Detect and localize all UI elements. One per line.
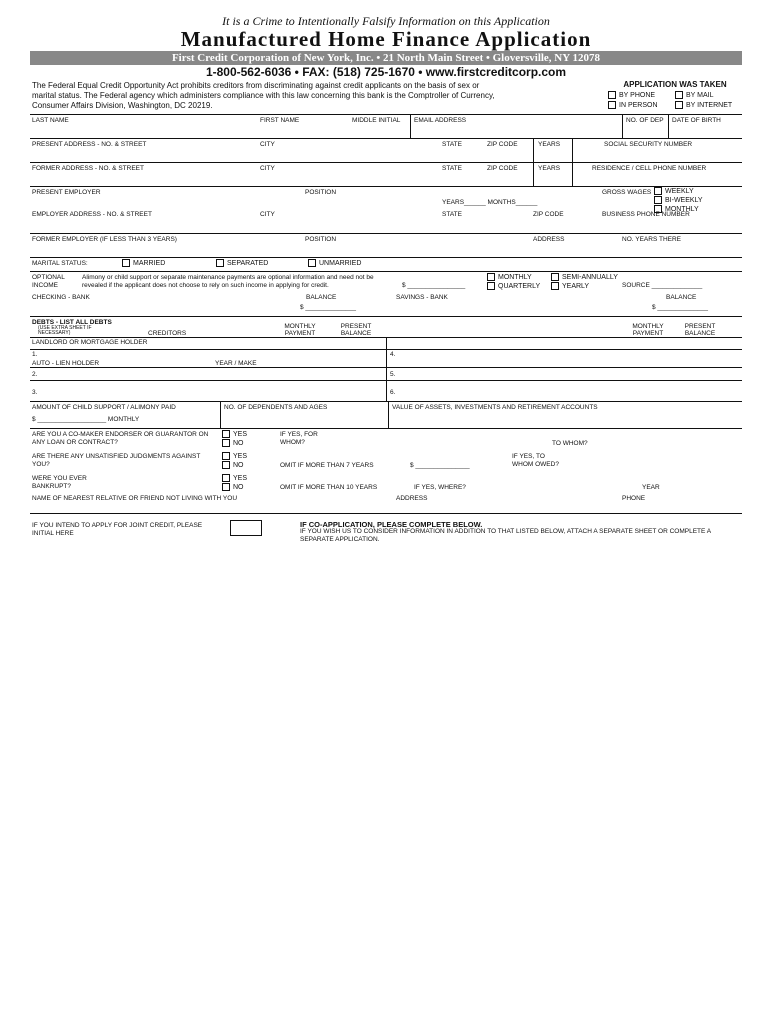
savings-balance-field[interactable]: $ ______________ bbox=[652, 304, 709, 311]
rule bbox=[30, 380, 742, 381]
divider bbox=[533, 163, 534, 186]
freq-monthly[interactable] bbox=[487, 273, 551, 281]
bankrupt-no[interactable] bbox=[222, 483, 244, 491]
debt-5[interactable]: 5. bbox=[390, 371, 396, 378]
option-label: NO bbox=[233, 461, 244, 469]
to-whom-label: TO WHOM? bbox=[552, 440, 588, 447]
debt-2[interactable]: 2. bbox=[32, 371, 38, 378]
crime-notice: It is a Crime to Intentionally Falsify Information on this Application bbox=[222, 14, 550, 28]
monthly-payment-label: MONTHLY PAYMENT bbox=[284, 323, 316, 337]
year-make-label: YEAR / MAKE bbox=[215, 360, 257, 367]
omit-10-label: OMIT IF MORE THAN 10 YEARS bbox=[280, 484, 378, 491]
co-application-title: IF CO-APPLICATION, PLEASE COMPLETE BELOW. bbox=[300, 520, 483, 529]
taken-in-person[interactable] bbox=[608, 101, 675, 109]
debts-title: DEBTS - LIST ALL DEBTS bbox=[32, 319, 112, 326]
business-phone-label: BUSINESS PHONE NUMBER bbox=[602, 211, 690, 218]
city-label: CITY bbox=[260, 211, 275, 218]
judgment-amount-field[interactable]: $ _______________ bbox=[410, 462, 470, 469]
debt-1[interactable]: 1. bbox=[32, 351, 38, 358]
application-form bbox=[30, 14, 742, 542]
taken-by-mail[interactable] bbox=[675, 91, 742, 99]
present-address-label: PRESENT ADDRESS - NO. & STREET bbox=[32, 141, 147, 148]
option-label: UNMARRIED bbox=[319, 259, 362, 267]
divider bbox=[572, 139, 573, 162]
divider bbox=[622, 115, 623, 138]
joint-credit-row[interactable] bbox=[30, 520, 742, 542]
option-label: SEMI-ANNUALLY bbox=[562, 273, 618, 281]
judgments-no[interactable] bbox=[222, 461, 244, 469]
checkbox-icon[interactable] bbox=[675, 91, 683, 99]
marital-row[interactable] bbox=[30, 257, 742, 271]
dob-label: DATE OF BIRTH bbox=[672, 117, 721, 124]
freq-quarterly[interactable] bbox=[487, 282, 551, 290]
divider bbox=[533, 139, 534, 162]
balance-label: BALANCE bbox=[666, 294, 697, 301]
former-employer-label: FORMER EMPLOYER (IF LESS THAN 3 YEARS) bbox=[32, 236, 177, 243]
dependents-ages-label: NO. OF DEPENDENTS AND AGES bbox=[224, 404, 328, 411]
email-label: EMAIL ADDRESS bbox=[414, 117, 467, 124]
city-label: CITY bbox=[260, 165, 275, 172]
option-label: IN PERSON bbox=[619, 101, 658, 109]
wage-weekly[interactable] bbox=[654, 187, 703, 195]
checkbox-icon[interactable] bbox=[222, 452, 230, 460]
wage-biweekly[interactable] bbox=[654, 196, 703, 204]
former-address-label: FORMER ADDRESS - NO. & STREET bbox=[32, 165, 144, 172]
residence-phone-label: RESIDENCE / CELL PHONE NUMBER bbox=[592, 165, 707, 172]
taken-by-phone[interactable] bbox=[608, 91, 675, 99]
name-row[interactable] bbox=[30, 114, 742, 138]
contact-line: 1-800-562-6036 • FAX: (518) 725-1670 • www.firstcreditcorp.com bbox=[205, 65, 567, 79]
option-label: BY MAIL bbox=[686, 91, 714, 99]
position-label: POSITION bbox=[305, 189, 337, 196]
debt-3[interactable]: 3. bbox=[32, 389, 38, 396]
divider bbox=[388, 402, 389, 428]
former-address-row[interactable] bbox=[30, 162, 742, 186]
option-label: QUARTERLY bbox=[498, 282, 541, 290]
bank-row[interactable] bbox=[30, 292, 742, 316]
rule bbox=[30, 367, 742, 368]
option-label: NO bbox=[233, 439, 244, 447]
option-label: MARRIED bbox=[133, 259, 166, 267]
option-label: YES bbox=[233, 452, 248, 460]
child-support-label: AMOUNT OF CHILD SUPPORT / ALIMONY PAID bbox=[32, 404, 176, 411]
bankrupt-row[interactable] bbox=[30, 473, 742, 493]
checkbox-icon[interactable] bbox=[654, 196, 662, 204]
checkbox-icon[interactable] bbox=[654, 187, 662, 195]
for-whom-label: IF YES, FOR WHOM? bbox=[280, 431, 318, 446]
auto-lien-label: AUTO - LIEN HOLDER bbox=[32, 360, 100, 367]
marital-unmarried[interactable] bbox=[308, 259, 361, 267]
divider bbox=[386, 337, 387, 401]
judgments-row[interactable] bbox=[30, 451, 742, 473]
checkbox-icon[interactable] bbox=[551, 282, 559, 290]
bankrupt-question: WERE YOU EVER BANKRUPT? bbox=[32, 475, 87, 490]
last-name-label: LAST NAME bbox=[32, 117, 69, 124]
checkbox-icon[interactable] bbox=[551, 273, 559, 281]
zip-label: ZIP CODE bbox=[533, 211, 564, 218]
present-balance-label: PRESENT BALANCE bbox=[684, 323, 716, 337]
divider bbox=[572, 163, 573, 186]
city-label: CITY bbox=[260, 141, 275, 148]
option-label: BY PHONE bbox=[619, 91, 656, 99]
debt-6[interactable]: 6. bbox=[390, 389, 396, 396]
marital-married[interactable] bbox=[122, 259, 165, 267]
option-label: SEPARATED bbox=[227, 259, 269, 267]
income-amount-field[interactable]: $ ________________ bbox=[402, 282, 466, 289]
assets-label: VALUE OF ASSETS, INVESTMENTS AND RETIREMENT ACCOUNTS bbox=[392, 404, 598, 411]
marital-separated[interactable] bbox=[216, 259, 268, 267]
years-months-field[interactable]: YEARS______ MONTHS______ bbox=[442, 199, 538, 206]
creditors-label: CREDITORS bbox=[148, 330, 187, 337]
checking-label: CHECKING - BANK bbox=[32, 294, 90, 301]
ssn-label: SOCIAL SECURITY NUMBER bbox=[604, 141, 693, 148]
option-label: YES bbox=[233, 430, 248, 438]
checkbox-icon[interactable] bbox=[222, 474, 230, 482]
checkbox-icon[interactable] bbox=[222, 439, 230, 447]
checkbox-icon[interactable] bbox=[122, 259, 130, 267]
employer-label: PRESENT EMPLOYER bbox=[32, 189, 101, 196]
freq-yearly[interactable] bbox=[551, 282, 631, 290]
debts-section[interactable] bbox=[30, 316, 742, 401]
company-band: First Credit Corporation of New York, Inc. • 21 North Main Street • Gloversville, NY 12078 bbox=[30, 51, 742, 65]
optional-label: OPTIONAL bbox=[32, 274, 65, 281]
option-label: NO bbox=[233, 483, 244, 491]
checkbox-icon[interactable] bbox=[216, 259, 224, 267]
support-row[interactable] bbox=[30, 401, 742, 428]
marital-status-label: MARITAL STATUS: bbox=[32, 260, 88, 267]
checkbox-icon[interactable] bbox=[308, 259, 316, 267]
no-years-label: NO. YEARS THERE bbox=[622, 236, 681, 243]
income-label: INCOME bbox=[32, 282, 58, 289]
option-label: MONTHLY bbox=[665, 205, 699, 213]
income-frequency bbox=[487, 273, 631, 290]
dependents-label: NO. OF DEP bbox=[626, 117, 664, 124]
former-employer-row[interactable] bbox=[30, 233, 742, 257]
landlord-label: LANDLORD OR MORTGAGE HOLDER bbox=[32, 339, 148, 346]
first-name-label: FIRST NAME bbox=[260, 117, 300, 124]
divider bbox=[668, 115, 669, 138]
zip-label: ZIP CODE bbox=[487, 165, 518, 172]
state-label: STATE bbox=[442, 141, 462, 148]
checkbox-icon[interactable] bbox=[487, 282, 495, 290]
comaker-no[interactable] bbox=[222, 439, 244, 447]
checkbox-icon[interactable] bbox=[608, 101, 616, 109]
checkbox-icon[interactable] bbox=[608, 91, 616, 99]
checkbox-icon[interactable] bbox=[222, 430, 230, 438]
option-label: YEARLY bbox=[562, 282, 590, 290]
zip-label: ZIP CODE bbox=[487, 141, 518, 148]
extra-sheet-note: (USE EXTRA SHEET IF NECESSARY) bbox=[38, 325, 92, 336]
income-notice: Alimony or child support or separate maintenance payments are optional information and need not be revealed if the applicant does not choose to rely on such income in applying for credit. bbox=[82, 274, 374, 289]
comaker-question: ARE YOU A CO-MAKER ENDORSER OR GUARANTOR ON ANY LOAN OR CONTRACT? bbox=[32, 431, 209, 446]
relative-address-label: ADDRESS bbox=[396, 495, 428, 502]
state-label: STATE bbox=[442, 211, 462, 218]
checkbox-icon[interactable] bbox=[487, 273, 495, 281]
year-label: YEAR bbox=[642, 484, 660, 491]
application-taken-title: APPLICATION WAS TAKEN bbox=[623, 80, 727, 89]
years-label: YEARS bbox=[538, 165, 561, 172]
option-label: WEEKLY bbox=[665, 187, 694, 195]
middle-initial-label: MIDDLE INITIAL bbox=[352, 117, 401, 124]
gross-wages-label: GROSS WAGES bbox=[602, 189, 652, 196]
where-label: IF YES, WHERE? bbox=[414, 484, 466, 491]
employer-address-label: EMPLOYER ADDRESS - NO. & STREET bbox=[32, 211, 152, 218]
option-label: YES bbox=[233, 474, 248, 482]
form-title: Manufactured Home Finance Application bbox=[180, 27, 592, 51]
wage-frequency bbox=[654, 187, 703, 213]
whom-owed-label: IF YES, TO WHOM OWED? bbox=[512, 453, 559, 468]
initial-box[interactable] bbox=[230, 520, 262, 536]
omit-7-label: OMIT IF MORE THAN 7 YEARS bbox=[280, 462, 374, 469]
state-label: STATE bbox=[442, 165, 462, 172]
relative-phone-label: PHONE bbox=[622, 495, 646, 502]
option-label: BI-WEEKLY bbox=[665, 196, 703, 204]
savings-label: SAVINGS - BANK bbox=[396, 294, 448, 301]
option-label: BY INTERNET bbox=[686, 101, 733, 109]
co-application-note: IF YOU WISH US TO CONSIDER INFORMATION IN ADDITION TO THAT LISTED BELOW, ATTACH A SEPARATE SHEET OR COMPLETE A SEPARATE APPLICATION. bbox=[300, 528, 711, 543]
checkbox-icon[interactable] bbox=[222, 483, 230, 491]
divider bbox=[410, 115, 411, 138]
checking-balance-field[interactable]: $ ______________ bbox=[300, 304, 357, 311]
bankrupt-yes[interactable] bbox=[222, 474, 247, 482]
checkbox-icon[interactable] bbox=[222, 461, 230, 469]
present-address-row[interactable] bbox=[30, 138, 742, 162]
present-balance-label: PRESENT BALANCE bbox=[340, 323, 372, 337]
joint-credit-prompt: IF YOU INTEND TO APPLY FOR JOINT CREDIT, PLEASE INITIAL HERE bbox=[32, 522, 203, 537]
checkbox-icon[interactable] bbox=[675, 101, 683, 109]
child-support-field[interactable]: $ ___________________ MONTHLY bbox=[32, 416, 140, 423]
relative-label: NAME OF NEAREST RELATIVE OR FRIEND NOT LIVING WITH YOU bbox=[32, 495, 238, 502]
taken-by-internet[interactable] bbox=[675, 101, 742, 109]
income-source-field[interactable]: SOURCE ______________ bbox=[622, 282, 703, 289]
years-label: YEARS bbox=[538, 141, 561, 148]
comaker-yes[interactable] bbox=[222, 430, 247, 438]
application-taken bbox=[608, 80, 742, 109]
ecoa-notice: The Federal Equal Credit Opportunity Act prohibits creditors from discriminating against credit applicants on the basis of sex or marital status. The Federal agency which administers compliance with this law concerning this bank is the Comptroller of Currency, Consumer Affairs Division, Washington, DC 20219. bbox=[32, 81, 495, 110]
monthly-payment-label: MONTHLY PAYMENT bbox=[632, 323, 664, 337]
debt-4[interactable]: 4. bbox=[390, 351, 396, 358]
option-label: MONTHLY bbox=[498, 273, 532, 281]
comaker-row[interactable] bbox=[30, 428, 742, 451]
position-label: POSITION bbox=[305, 236, 337, 243]
balance-label: BALANCE bbox=[306, 294, 337, 301]
relative-row[interactable] bbox=[30, 493, 742, 514]
freq-semiannually[interactable] bbox=[551, 273, 631, 281]
address-label: ADDRESS bbox=[533, 236, 565, 243]
intro-section bbox=[30, 80, 742, 114]
employer-row[interactable] bbox=[30, 186, 742, 233]
judgments-question: ARE THERE ANY UNSATISFIED JUDGMENTS AGAINST YOU? bbox=[32, 453, 201, 468]
income-row[interactable] bbox=[30, 271, 742, 292]
judgments-yes[interactable] bbox=[222, 452, 247, 460]
divider bbox=[220, 402, 221, 428]
